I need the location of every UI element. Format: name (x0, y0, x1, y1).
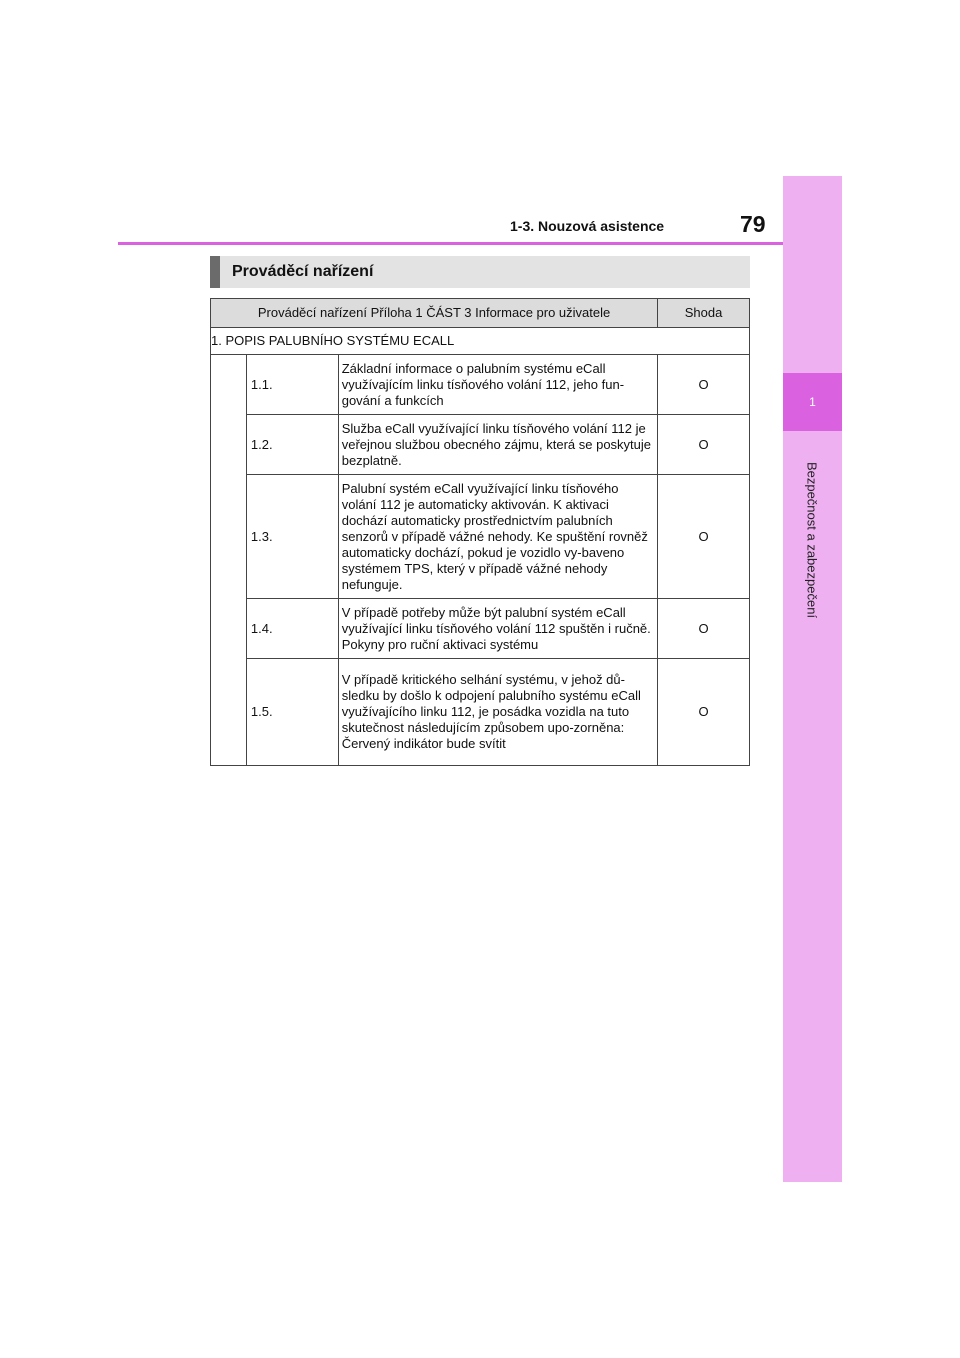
item-text: Služba eCall využívající linku tísňového volání 112 je veřejnou službou obecného zájmu, která se poskytuje bezplatně. (338, 415, 657, 475)
chapter-side-tab (783, 176, 842, 1182)
section-label: 1. POPIS PALUBNÍHO SYSTÉMU ECALL (211, 328, 750, 355)
item-number: 1.1. (246, 355, 338, 415)
item-compliance: O (658, 355, 750, 415)
item-text: V případě kritického selhání systému, v jehož dů-sledku by došlo k odpojení palubního systému eCall využívajícího linku 112, je posádka vozidla na tuto skutečnost následujícím způsobem upo-zorněna: Červený indikátor bude svítit (338, 659, 657, 766)
heading-accent-bar (210, 256, 220, 288)
page-heading: Prováděcí nařízení (232, 263, 374, 280)
chapter-label: Bezpečnost a zabezpečení (804, 461, 820, 619)
item-text: Základní informace o palubním systému eCall využívajícím linku tísňového volání 112, jeho fun-gování a funkcích (338, 355, 657, 415)
item-compliance: O (658, 659, 750, 766)
item-compliance: O (658, 599, 750, 659)
section-row (211, 328, 750, 355)
header-divider (118, 242, 783, 245)
chapter-number-tab[interactable]: 1 (783, 373, 842, 431)
column-header-info: Prováděcí nařízení Příloha 1 ČÁST 3 Informace pro uživatele (211, 299, 658, 328)
section-title: 1-3. Nouzová asistence (510, 218, 665, 234)
item-compliance: O (658, 475, 750, 599)
table-header-row (211, 299, 750, 328)
item-number: 1.5. (246, 659, 338, 766)
item-text: V případě potřeby může být palubní systém eCall využívající linku tísňového volání 112 spuštěn i ručně. Pokyny pro ruční aktivaci systému (338, 599, 657, 659)
heading-band (210, 256, 750, 288)
item-number: 1.3. (246, 475, 338, 599)
table-row (211, 355, 750, 415)
indent-cell (211, 355, 247, 766)
page-number: 79 (740, 211, 766, 237)
item-number: 1.2. (246, 415, 338, 475)
table-row (211, 415, 750, 475)
item-compliance: O (658, 415, 750, 475)
regulation-table (210, 298, 750, 766)
item-text: Palubní systém eCall využívající linku tísňového volání 112 je automaticky aktivován. K aktivaci dochází automaticky prostřednictvím palubních senzorů v případě vážné nehody. Ke spuštění rovněž automaticky dochází, pokud je vozidlo vy-baveno systémem TPS, který v případě vážné nehody nefunguje. (338, 475, 657, 599)
column-header-compliance: Shoda (658, 299, 750, 328)
table-row (211, 659, 750, 766)
item-number: 1.4. (246, 599, 338, 659)
table-row (211, 599, 750, 659)
table-row (211, 475, 750, 599)
